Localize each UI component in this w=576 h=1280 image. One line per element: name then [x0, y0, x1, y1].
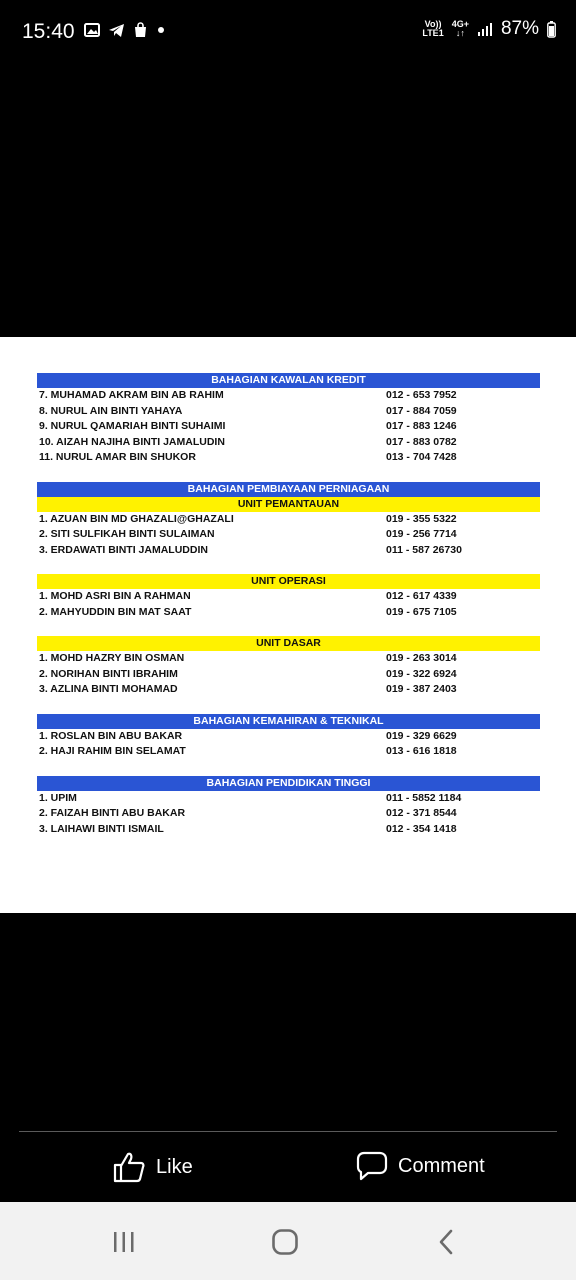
contact-row [37, 435, 540, 451]
section-header: UNIT OPERASI [37, 574, 540, 589]
contact-row [37, 404, 540, 420]
contact-phone: 017 - 883 1246 [386, 420, 457, 432]
contact-name: 2. MAHYUDDIN BIN MAT SAAT [39, 605, 192, 618]
contact-row [37, 667, 540, 683]
contact-row [37, 527, 540, 543]
contact-row [37, 543, 540, 559]
contact-name: 2. FAIZAH BINTI ABU BAKAR [39, 807, 186, 819]
contact-row [37, 419, 540, 435]
contact-row [37, 744, 540, 760]
back-button[interactable] [426, 1224, 466, 1260]
contact-row [37, 450, 540, 466]
back-icon [436, 1228, 456, 1256]
section-header: BAHAGIAN PENDIDIKAN TINGGI [37, 776, 540, 791]
contact-row [37, 605, 540, 621]
contact-name: 7. MUHAMAD AKRAM BIN AB RAHIM [39, 389, 224, 401]
contact-phone: 011 - 587 26730 [386, 543, 462, 556]
status-time: 15:40 [22, 20, 75, 43]
battery-percent: 87% [500, 18, 539, 39]
contact-row [37, 388, 540, 404]
gallery-icon [84, 23, 100, 37]
contact-sheet [37, 373, 540, 837]
section-header: UNIT PEMANTAUAN [37, 497, 540, 512]
contact-name: 2. HAJI RAHIM BIN SELAMAT [39, 745, 186, 757]
recent-apps-button[interactable] [104, 1224, 144, 1260]
contact-row [37, 512, 540, 528]
contact-name: 11. NURUL AMAR BIN SHUKOR [39, 451, 196, 463]
section-gap [37, 760, 540, 776]
home-icon [271, 1228, 299, 1256]
contact-name: 3. LAIHAWI BINTI ISMAIL [39, 822, 164, 835]
section-header: BAHAGIAN KEMAHIRAN & TEKNIKAL [37, 714, 540, 729]
contact-phone: 017 - 883 0782 [386, 435, 457, 448]
comment-label: Comment [398, 1154, 485, 1177]
section-header: BAHAGIAN KAWALAN KREDIT [37, 373, 540, 388]
contact-phone: 019 - 675 7105 [386, 605, 457, 618]
section-gap [37, 698, 540, 714]
navigation-bar [0, 1202, 576, 1280]
home-button[interactable] [265, 1224, 305, 1260]
status-bar [0, 0, 576, 66]
contact-row [37, 729, 540, 745]
section-gap [37, 620, 540, 636]
post-image[interactable] [0, 337, 576, 913]
section-gap [37, 466, 540, 482]
contact-name: 10. AIZAH NAJIHA BINTI JAMALUDIN [39, 435, 225, 448]
notification-icons [84, 22, 166, 38]
contact-name: 1. UPIM [39, 791, 77, 804]
section-header: UNIT DASAR [37, 636, 540, 651]
contact-row [37, 651, 540, 667]
contact-phone: 012 - 653 7952 [386, 389, 457, 401]
comment-button[interactable] [356, 1150, 485, 1182]
data-indicator: 4G+ ↓↑ [451, 19, 469, 38]
like-button[interactable] [112, 1150, 193, 1184]
contact-name: 8. NURUL AIN BINTI YAHAYA [39, 404, 183, 417]
contact-phone: 019 - 355 5322 [386, 512, 457, 525]
section-header: BAHAGIAN PEMBIAYAAN PERNIAGAAN [37, 482, 540, 497]
contact-phone: 012 - 371 8544 [386, 807, 457, 819]
contact-phone: 017 - 884 7059 [386, 404, 457, 417]
dot-icon [156, 25, 166, 35]
contact-phone: 019 - 329 6629 [386, 729, 457, 742]
contact-row [37, 822, 540, 838]
contact-row [37, 791, 540, 807]
comment-icon [356, 1150, 388, 1182]
contact-phone: 013 - 704 7428 [386, 451, 457, 463]
divider [19, 1131, 557, 1132]
contact-name: 3. AZLINA BINTI MOHAMAD [39, 683, 178, 695]
contact-name: 3. ERDAWATI BINTI JAMALUDDIN [39, 543, 208, 556]
signal-icon [477, 22, 493, 36]
contact-name: 1. ROSLAN BIN ABU BAKAR [39, 729, 183, 742]
contact-phone: 011 - 5852 1184 [386, 791, 462, 804]
contact-name: 1. MOHD HAZRY BIN OSMAN [39, 652, 185, 664]
contact-row [37, 682, 540, 698]
contact-name: 1. MOHD ASRI BIN A RAHMAN [39, 590, 191, 602]
contact-name: 2. SITI SULFIKAH BINTI SULAIMAN [39, 528, 215, 540]
contact-row [37, 589, 540, 605]
like-label: Like [156, 1155, 193, 1178]
contact-phone: 019 - 263 3014 [386, 652, 457, 664]
post-actions [0, 1140, 576, 1198]
thumbs-up-icon [112, 1150, 146, 1184]
contact-phone: 019 - 256 7714 [386, 528, 457, 540]
section-gap [37, 558, 540, 574]
contact-phone: 013 - 616 1818 [386, 745, 457, 757]
contact-name: 2. NORIHAN BINTI IBRAHIM [39, 667, 178, 680]
telegram-icon [108, 23, 125, 38]
contact-phone: 012 - 354 1418 [386, 822, 457, 835]
volte-indicator: Vo)) LTE1 [422, 19, 444, 38]
recent-apps-icon [111, 1230, 137, 1254]
contact-name: 1. AZUAN BIN MD GHAZALI@GHAZALI [39, 512, 234, 525]
contact-phone: 019 - 322 6924 [386, 667, 457, 680]
contact-phone: 019 - 387 2403 [386, 683, 457, 695]
contact-name: 9. NURUL QAMARIAH BINTI SUHAIMI [39, 420, 226, 432]
battery-icon [547, 21, 556, 38]
contact-phone: 012 - 617 4339 [386, 590, 457, 602]
shopping-bag-icon [133, 22, 148, 38]
contact-row [37, 806, 540, 822]
